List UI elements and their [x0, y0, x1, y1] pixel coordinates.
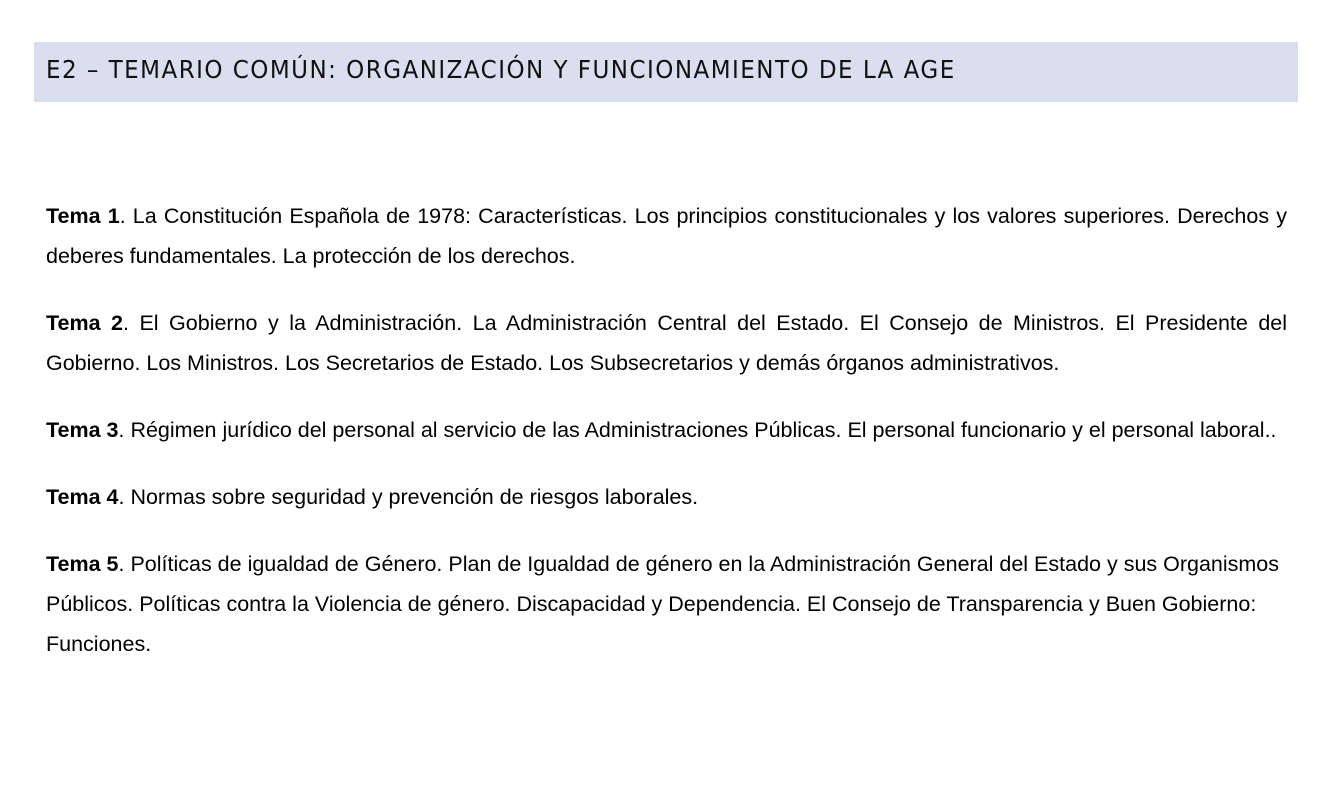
tema-label: Tema 2 [46, 311, 124, 335]
tema-label: Tema 1 [46, 204, 120, 228]
tema-label: Tema 5 [46, 552, 119, 576]
tema-item-1 [46, 196, 1287, 276]
temario-list [46, 196, 1287, 691]
tema-item-5 [46, 544, 1287, 664]
tema-text: . Normas sobre seguridad y prevención de riesgos laborales. [118, 485, 699, 509]
tema-label: Tema 3 [46, 418, 119, 442]
section-title: E2 – TEMARIO COMÚN: ORGANIZACIÓN Y FUNCIONAMIENTO DE LA AGE [46, 55, 956, 84]
tema-item-4 [46, 477, 1287, 517]
tema-item-2 [46, 303, 1287, 383]
tema-label: Tema 4 [46, 485, 119, 509]
section-header [34, 42, 1298, 102]
tema-text: . Políticas de igualdad de Género. Plan de Igualdad de género en la Administración General del Estado y sus Organismos Públicos. Políticas contra la Violencia de género. Discapacidad y Dependencia. El Consejo de Transparencia y Buen Gobierno: Funciones. [46, 552, 1280, 656]
tema-text: . La Constitución Española de 1978: Características. Los principios constitucionales y los valores superiores. Derechos y deberes fundamentales. La protección de los derechos. [46, 204, 1287, 268]
tema-text: . Régimen jurídico del personal al servicio de las Administraciones Públicas. El personal funcionario y el personal laboral.. [118, 418, 1277, 442]
tema-item-3 [46, 410, 1287, 450]
tema-text: . El Gobierno y la Administración. La Administración Central del Estado. El Consejo de Ministros. El Presidente del Gobierno. Los Ministros. Los Secretarios de Estado. Los Subsecretarios y demás órganos administrativos. [46, 311, 1288, 375]
